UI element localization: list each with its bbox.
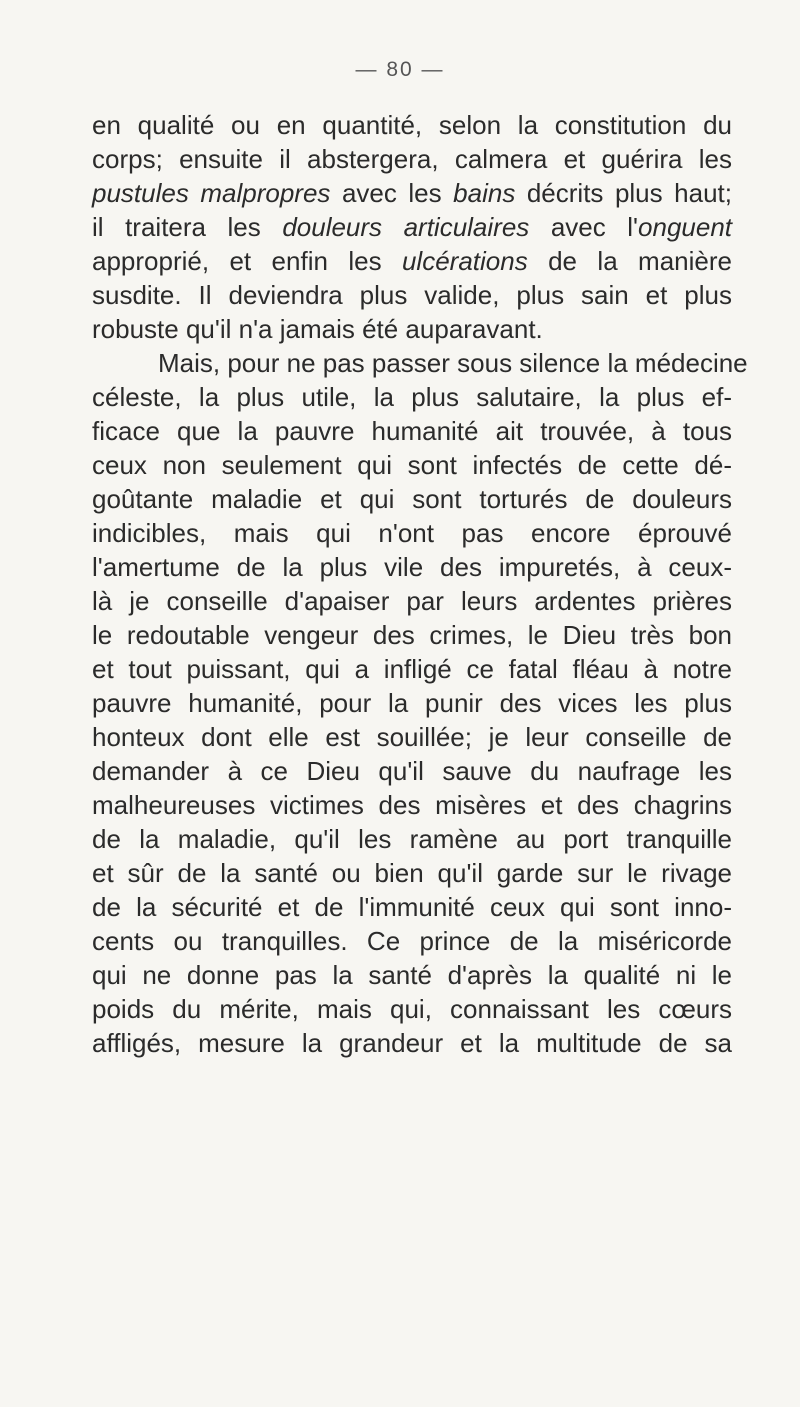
text-line: susdite. Il deviendra plus valide, plus sain et plus [92,280,732,310]
text-run: il traitera les [92,212,283,242]
text-line: robuste qu'il n'a jamais été auparavant. [92,314,543,344]
page-number: — 80 — [355,58,445,81]
text-line [92,210,732,244]
text-line: là je conseille d'apaiser par leurs ardentes prières [92,586,732,616]
text-line: poids du mérite, mais qui, connaissant les cœurs [92,994,732,1024]
paragraph-2 [92,346,748,1060]
text-run: décrits plus haut; [515,178,732,208]
text-line: Mais, pour ne pas passer sous silence la médecine [158,348,748,378]
text-run: avec les [330,178,454,208]
text-line [92,244,732,278]
text-line: en qualité ou en quantité, selon la constitution du [92,110,732,140]
text-line: goûtante maladie et qui sont torturés de douleurs [92,484,732,514]
text-line: honteux dont elle est souillée; je leur conseille de [92,722,732,752]
italic-term: douleurs articulaires [282,212,530,242]
text-line: qui ne donne pas la santé d'après la qualité ni le [92,960,732,990]
text-line: ficace que la pauvre humanité ait trouvée, à tous [92,416,732,446]
italic-term: bains [453,178,516,208]
text-line [92,176,732,210]
text-line: corps; ensuite il abstergera, calmera et guérira les [92,144,732,174]
text-run: de la manière [527,246,732,276]
italic-term: pustules malpropres [92,178,331,208]
paragraph-1 [92,108,732,346]
text-run: avec l' [529,212,639,242]
text-line: cents ou tranquilles. Ce prince de la miséricorde [92,926,732,956]
text-line: de la sécurité et de l'immunité ceux qui sont inno- [92,892,732,922]
text-line: céleste, la plus utile, la plus salutaire, la plus ef- [92,382,732,412]
text-line: malheureuses victimes des misères et des chagrins [92,790,732,820]
text-line: demander à ce Dieu qu'il sauve du naufrage les [92,756,732,786]
text-line: et tout puissant, qui a infligé ce fatal fléau à notre [92,654,732,684]
text-line: et sûr de la santé ou bien qu'il garde sur le rivage [92,858,732,888]
text-line: pauvre humanité, pour la punir des vices les plus [92,688,732,718]
text-line: affligés, mesure la grandeur et la multitude de sa [92,1028,732,1058]
text-line: indicibles, mais qui n'ont pas encore éprouvé [92,518,732,548]
italic-term: onguent [638,212,733,242]
text-line: l'amertume de la plus vile des impuretés, à ceux- [92,552,732,582]
italic-term: ulcérations [401,246,528,276]
text-line: ceux non seulement qui sont infectés de cette dé- [92,450,732,480]
text-run: approprié, et enfin les [92,246,402,276]
text-line: de la maladie, qu'il les ramène au port tranquille [92,824,732,854]
text-line: le redoutable vengeur des crimes, le Dieu très bon [92,620,732,650]
